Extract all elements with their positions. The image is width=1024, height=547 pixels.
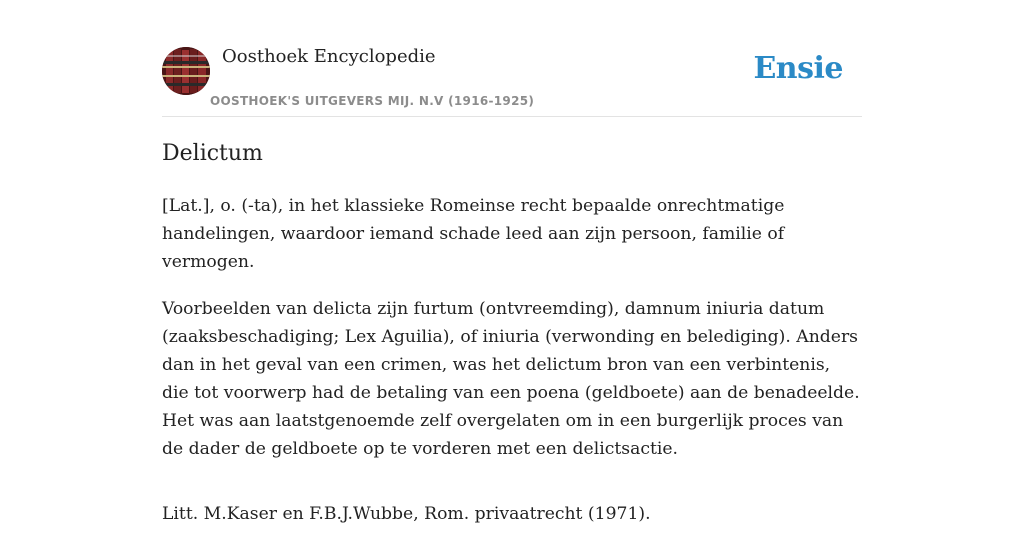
article-literature: Litt. M.Kaser en F.B.J.Wubbe, Rom. privaatrecht (1971). <box>162 504 651 524</box>
book-spines-icon <box>162 47 210 95</box>
article-body <box>162 192 862 547</box>
source-avatar[interactable] <box>162 47 210 95</box>
article-paragraph-2: Voorbeelden van delicta zijn furtum (ontvreemding), damnum iniuria datum (zaaksbeschadiging; Lex Aguilia), of iniuria (verwonding en belediging). Anders dan in het geval van een crimen, was het delictum bron van een verbintenis, die tot voorwerp had de betaling van een poena (geldboete) aan de benadeelde. Het was aan laatstgenoemde zelf overgelaten om in een burgerlijk proces van de dader de geldboete op te vorderen met een delictsactie. <box>162 299 860 459</box>
article-title: Delictum <box>162 141 263 166</box>
ensie-logo[interactable]: Ensie <box>753 51 843 86</box>
source-title[interactable]: Oosthoek Encyclopedie <box>222 46 436 67</box>
article-paragraph-1: [Lat.], o. (-ta), in het klassieke Romeinse recht bepaalde onrechtmatige handelingen, waardoor iemand schade leed aan zijn persoon, familie of vermogen. <box>162 196 785 272</box>
source-header <box>162 46 862 117</box>
source-subtitle: OOSTHOEK'S UITGEVERS MIJ. N.V (1916-1925) <box>210 94 535 108</box>
